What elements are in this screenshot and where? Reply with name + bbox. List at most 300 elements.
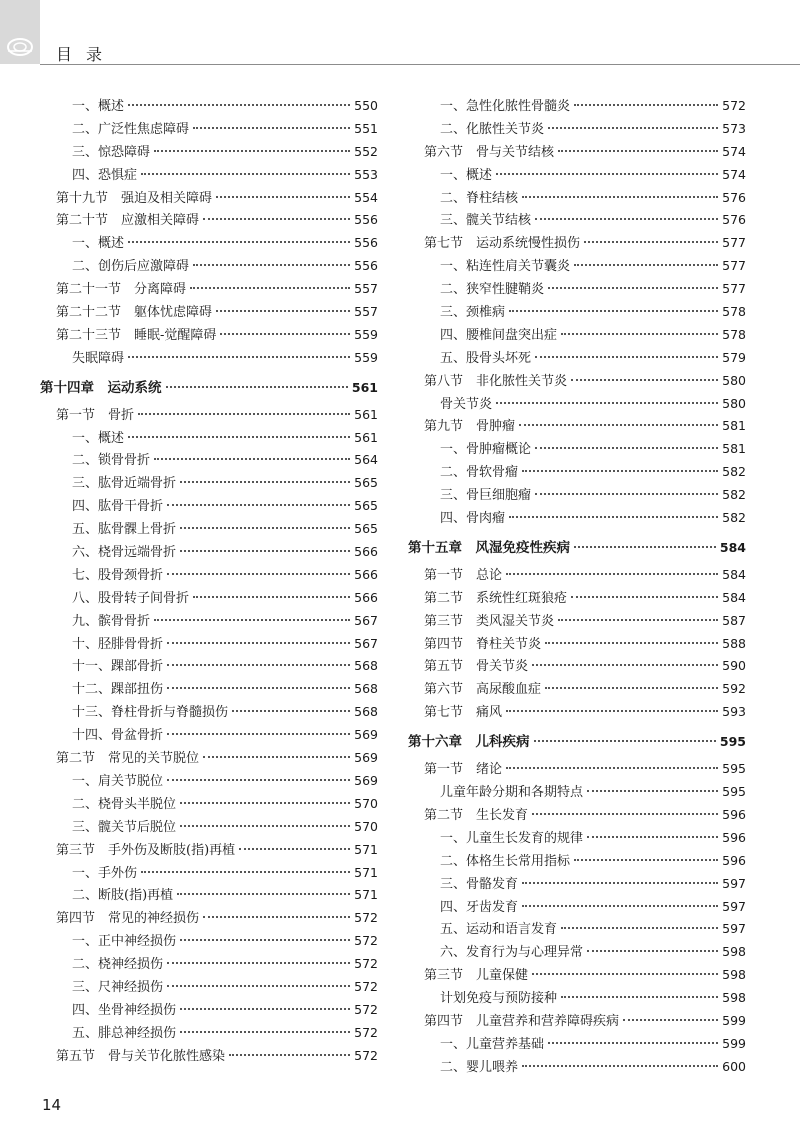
toc-entry-page: 573 [722, 120, 746, 136]
toc-subsection-entry[interactable] [40, 518, 378, 541]
toc-subsection-entry[interactable] [40, 118, 378, 141]
toc-entry-page: 556 [354, 258, 378, 274]
toc-section-entry[interactable] [40, 404, 378, 427]
toc-entry-title: 第三节 儿童保健 [424, 968, 529, 984]
toc-entry-title: 一、骨肿瘤概论 [440, 442, 532, 458]
dot-leader [167, 504, 350, 506]
toc-entry-title: 一、正中神经损伤 [72, 934, 177, 950]
dot-leader [220, 333, 350, 335]
toc-entry-page: 564 [354, 452, 378, 468]
toc-entry-page: 567 [354, 612, 378, 628]
toc-subsection-entry[interactable] [40, 1022, 378, 1045]
toc-entry-title: 第九节 骨肿瘤 [424, 419, 516, 435]
dot-leader [128, 356, 350, 358]
dot-leader [193, 596, 350, 598]
toc-entry-title: 十二、踝部扭伤 [72, 682, 164, 698]
dot-leader [180, 802, 350, 804]
toc-entry-page: 598 [722, 967, 746, 983]
toc-entry-page: 599 [722, 1035, 746, 1051]
toc-entry-page: 570 [354, 818, 378, 834]
toc-entry-title: 一、粘连性肩关节囊炎 [440, 259, 571, 275]
toc-entry-page: 565 [354, 475, 378, 491]
toc-entry-title: 四、腰椎间盘突出症 [440, 327, 558, 343]
toc-entry-title: 一、概述 [72, 430, 125, 446]
dot-leader [574, 859, 718, 861]
toc-section-entry[interactable] [408, 678, 746, 701]
toc-entry-title: 第五节 骨与关节化脓性感染 [56, 1048, 226, 1064]
dot-leader [203, 218, 350, 220]
toc-entry-title: 第十四章 运动系统 [40, 379, 162, 396]
toc-subsection-entry[interactable] [40, 953, 378, 976]
toc-entry-title: 八、股骨转子间骨折 [72, 590, 190, 606]
toc-subsection-entry[interactable] [40, 255, 378, 278]
dot-leader [216, 196, 350, 198]
toc-subsection-entry[interactable] [40, 930, 378, 953]
dot-leader [561, 333, 718, 335]
toc-entry-title: 第一节 骨折 [56, 407, 135, 423]
toc-section-entry[interactable] [408, 415, 746, 438]
toc-entry-page: 597 [722, 898, 746, 914]
dot-leader [532, 664, 718, 666]
toc-subsection-entry[interactable] [408, 507, 746, 530]
toc-entry-page: 598 [722, 944, 746, 960]
dot-leader [216, 310, 350, 312]
toc-subsection-entry[interactable] [408, 209, 746, 232]
dot-leader [535, 447, 718, 449]
toc-entry-title: 第二节 系统性红斑狼疮 [424, 590, 568, 606]
dot-leader [548, 287, 718, 289]
toc-entry-page: 569 [354, 772, 378, 788]
dot-leader [532, 973, 718, 975]
toc-subsection-entry[interactable] [40, 862, 378, 885]
toc-subsection-entry[interactable] [408, 461, 746, 484]
page-number: 14 [42, 1096, 62, 1114]
dot-leader [558, 150, 718, 152]
dot-leader [232, 710, 350, 712]
toc-section-entry[interactable] [408, 1010, 746, 1033]
dot-leader [522, 905, 718, 907]
header-divider [40, 64, 800, 65]
toc-entry-title: 三、颈椎病 [440, 305, 506, 321]
toc-entry-page: 571 [354, 887, 378, 903]
toc-entry-page: 576 [722, 189, 746, 205]
toc-subsection-entry[interactable] [40, 655, 378, 678]
toc-section-entry[interactable] [408, 804, 746, 827]
toc-entry-title: 第四节 儿童营养和营养障碍疾病 [424, 1013, 620, 1029]
toc-entry-title: 第十九节 强迫及相关障碍 [56, 190, 213, 206]
toc-entry-page: 552 [354, 143, 378, 159]
toc-entry-page: 556 [354, 212, 378, 228]
toc-entry-page: 572 [354, 1024, 378, 1040]
toc-entry-page: 574 [722, 143, 746, 159]
dot-leader [534, 740, 716, 742]
toc-entry-title: 第十五章 风湿免疫性疾病 [408, 539, 570, 556]
toc-entry-title: 二、脊柱结核 [440, 190, 519, 206]
toc-entry-title: 一、肩关节脱位 [72, 773, 164, 789]
dot-leader [522, 196, 718, 198]
toc-subsection-entry[interactable] [40, 976, 378, 999]
toc-chapter-entry[interactable] [408, 728, 746, 755]
toc-entry-title: 三、肱骨近端骨折 [72, 476, 177, 492]
toc-entry-page: 561 [354, 406, 378, 422]
toc-entry-title: 儿童年龄分期和各期特点 [440, 785, 584, 801]
toc-entry-title: 一、概述 [72, 99, 125, 114]
toc-entry-page: 565 [354, 521, 378, 537]
dot-leader [167, 642, 350, 644]
toc-chapter-entry[interactable] [40, 374, 378, 401]
dot-leader [561, 996, 718, 998]
toc-entry-page: 569 [354, 750, 378, 766]
toc-entry-page: 559 [354, 349, 378, 365]
dot-leader [496, 402, 718, 404]
toc-entry-page: 568 [354, 658, 378, 674]
toc-subsection-entry[interactable] [408, 918, 746, 941]
toc-entry-title: 第三节 手外伤及断肢(指)再植 [56, 842, 236, 858]
toc-subsection-entry[interactable] [408, 438, 746, 461]
toc-entry-page: 578 [722, 304, 746, 320]
dot-leader [574, 546, 716, 548]
toc-subsection-entry[interactable] [408, 278, 746, 301]
toc-entry-page: 574 [722, 166, 746, 182]
toc-entry-page: 567 [354, 635, 378, 651]
toc-entry-title: 十一、踝部骨折 [72, 659, 164, 675]
toc-entry-title: 三、髋关节后脱位 [72, 819, 177, 835]
toc-entry-title: 十四、骨盆骨折 [72, 728, 164, 744]
dot-leader [587, 836, 718, 838]
toc-right-column [408, 95, 746, 1079]
page-title: 目录 [56, 45, 117, 64]
toc-subsection-entry[interactable] [40, 541, 378, 564]
toc-entry-page: 572 [354, 978, 378, 994]
toc-subsection-entry[interactable] [40, 495, 378, 518]
toc-section-entry[interactable] [408, 587, 746, 610]
dot-leader [180, 527, 350, 529]
toc-entry-page: 568 [354, 681, 378, 697]
toc-section-entry[interactable] [408, 564, 746, 587]
dot-leader [128, 104, 350, 106]
toc-entry-title: 第二十二节 躯体忧虑障碍 [56, 305, 213, 321]
toc-subsection-entry[interactable] [408, 393, 746, 416]
toc-entry-title: 一、概述 [440, 167, 493, 183]
toc-section-entry[interactable] [40, 907, 378, 930]
toc-entry-page: 566 [354, 544, 378, 560]
toc-entry-page: 572 [354, 933, 378, 949]
toc-subsection-entry[interactable] [40, 232, 378, 255]
toc-entry-title: 十、胫腓骨骨折 [72, 636, 164, 652]
toc-entry-page: 556 [354, 235, 378, 251]
toc-entry-title: 三、髋关节结核 [440, 213, 532, 229]
dot-leader [128, 436, 350, 438]
toc-subsection-entry[interactable] [40, 141, 378, 164]
toc-subsection-entry[interactable] [408, 873, 746, 896]
toc-entry-page: 582 [722, 510, 746, 526]
toc-entry-page: 587 [722, 612, 746, 628]
toc-entry-page: 597 [722, 875, 746, 891]
toc-entry-page: 559 [354, 326, 378, 342]
toc-subsection-entry[interactable] [40, 427, 378, 450]
dot-leader [239, 848, 350, 850]
dot-leader [587, 790, 718, 792]
toc-entry-page: 584 [722, 589, 746, 605]
toc-entry-page: 576 [722, 212, 746, 228]
dot-leader [509, 516, 718, 518]
toc-entry-title: 二、断肢(指)再植 [72, 888, 174, 904]
toc-section-entry[interactable] [408, 655, 746, 678]
toc-subsection-entry[interactable] [408, 896, 746, 919]
toc-subsection-entry[interactable] [408, 347, 746, 370]
toc-entry-page: 569 [354, 727, 378, 743]
dot-leader [154, 619, 350, 621]
toc-entry-title: 六、发育行为与心理异常 [440, 945, 584, 961]
dot-leader [623, 1019, 718, 1021]
toc-entry-title: 第五节 骨关节炎 [424, 659, 529, 675]
toc-subsection-entry[interactable] [408, 255, 746, 278]
toc-subsection-entry[interactable] [408, 324, 746, 347]
toc-section-entry[interactable] [40, 187, 378, 210]
toc-subsection-entry[interactable] [40, 793, 378, 816]
toc-entry-page: 581 [722, 418, 746, 434]
dot-leader [522, 1065, 718, 1067]
dot-leader [532, 813, 718, 815]
toc-subsection-entry[interactable] [408, 1033, 746, 1056]
toc-subsection-entry[interactable] [40, 449, 378, 472]
toc-entry-page: 588 [722, 635, 746, 651]
toc-entry-title: 五、肱骨髁上骨折 [72, 522, 177, 538]
toc-subsection-entry[interactable] [40, 347, 378, 370]
toc-entry-title: 三、骨骼发育 [440, 876, 519, 892]
toc-entry-page: 584 [722, 566, 746, 582]
toc-subsection-entry[interactable] [408, 164, 746, 187]
toc-entry-page: 551 [354, 120, 378, 136]
toc-section-entry[interactable] [40, 1045, 378, 1068]
toc-entry-title: 二、体格生长常用指标 [440, 853, 571, 869]
toc-entry-page: 550 [354, 98, 378, 113]
toc-entry-page: 554 [354, 189, 378, 205]
toc-entry-page: 572 [354, 956, 378, 972]
toc-entry-title: 四、骨肉瘤 [440, 511, 506, 527]
toc-subsection-entry[interactable] [40, 587, 378, 610]
dot-leader [180, 481, 350, 483]
dot-leader [154, 150, 350, 152]
toc-subsection-entry[interactable] [40, 724, 378, 747]
toc-entry-page: 596 [722, 829, 746, 845]
toc-entry-page: 595 [719, 734, 746, 750]
toc-entry-page: 553 [354, 166, 378, 182]
toc-subsection-entry[interactable] [40, 678, 378, 701]
toc-subsection-entry[interactable] [408, 1056, 746, 1079]
toc-entry-title: 第七节 运动系统慢性损伤 [424, 236, 581, 252]
toc-section-entry[interactable] [408, 141, 746, 164]
dot-leader [519, 424, 718, 426]
dot-leader [141, 871, 350, 873]
toc-entry-page: 593 [722, 704, 746, 720]
toc-entry-title: 二、锁骨骨折 [72, 453, 151, 469]
toc-entry-title: 二、骨软骨瘤 [440, 465, 519, 481]
toc-entry-page: 568 [354, 704, 378, 720]
toc-section-entry[interactable] [40, 324, 378, 347]
dot-leader [193, 264, 350, 266]
dot-leader [167, 573, 350, 575]
toc-entry-page: 595 [722, 761, 746, 777]
toc-section-entry[interactable] [408, 610, 746, 633]
toc-subsection-entry[interactable] [408, 781, 746, 804]
toc-entry-page: 595 [722, 784, 746, 800]
dot-leader [587, 950, 718, 952]
toc-entry-page: 572 [722, 98, 746, 113]
toc-subsection-entry[interactable] [408, 484, 746, 507]
toc-section-entry[interactable] [40, 839, 378, 862]
toc-entry-title: 九、髌骨骨折 [72, 613, 151, 629]
toc-entry-page: 577 [722, 281, 746, 297]
toc-entry-title: 二、广泛性焦虑障碍 [72, 121, 190, 137]
toc-subsection-entry[interactable] [408, 301, 746, 324]
toc-entry-title: 第二节 生长发育 [424, 807, 529, 823]
toc-subsection-entry[interactable] [40, 610, 378, 633]
toc-entry-title: 第三节 类风湿关节炎 [424, 613, 555, 629]
toc-entry-title: 十三、脊柱骨折与脊髓损伤 [72, 705, 229, 721]
toc-entry-title: 第八节 非化脓性关节炎 [424, 373, 568, 389]
dot-leader [506, 767, 718, 769]
dot-leader [584, 241, 718, 243]
toc-entry-page: 565 [354, 498, 378, 514]
toc-entry-title: 第六节 高尿酸血症 [424, 682, 542, 698]
dot-leader [574, 104, 718, 106]
toc-entry-page: 571 [354, 841, 378, 857]
dot-leader [167, 985, 350, 987]
toc-entry-title: 骨关节炎 [440, 396, 493, 412]
toc-section-entry[interactable] [408, 964, 746, 987]
toc-entry-page: 572 [354, 1001, 378, 1017]
toc-section-entry[interactable] [408, 758, 746, 781]
toc-section-entry[interactable] [40, 301, 378, 324]
toc-section-entry[interactable] [40, 747, 378, 770]
toc-subsection-entry[interactable] [40, 999, 378, 1022]
dot-leader [193, 127, 350, 129]
toc-entry-page: 590 [722, 658, 746, 674]
dot-leader [561, 927, 718, 929]
dot-leader [571, 596, 718, 598]
dot-leader [509, 310, 718, 312]
toc-subsection-entry[interactable] [40, 95, 378, 118]
toc-section-entry[interactable] [40, 209, 378, 232]
toc-entry-title: 一、手外伤 [72, 865, 138, 881]
toc-subsection-entry[interactable] [408, 850, 746, 873]
dot-leader [522, 882, 718, 884]
toc-entry-page: 599 [722, 1012, 746, 1028]
toc-subsection-entry[interactable] [408, 187, 746, 210]
toc-section-entry[interactable] [408, 633, 746, 656]
toc-section-entry[interactable] [408, 370, 746, 393]
dot-leader [574, 264, 718, 266]
toc-entry-page: 580 [722, 372, 746, 388]
toc-entry-page: 584 [719, 539, 746, 555]
toc-entry-title: 四、肱骨干骨折 [72, 499, 164, 515]
book-logo-icon [6, 36, 34, 58]
toc-entry-title: 第二十三节 睡眠-觉醒障碍 [56, 327, 217, 343]
toc-entry-page: 580 [722, 395, 746, 411]
toc-subsection-entry[interactable] [408, 827, 746, 850]
toc-subsection-entry[interactable] [40, 884, 378, 907]
toc-entry-page: 557 [354, 304, 378, 320]
toc-entry-title: 三、骨巨细胞瘤 [440, 488, 532, 504]
toc-entry-title: 四、坐骨神经损伤 [72, 1002, 177, 1018]
toc-entry-page: 596 [722, 852, 746, 868]
toc-entry-page: 592 [722, 681, 746, 697]
toc-subsection-entry[interactable] [408, 987, 746, 1010]
toc-entry-title: 第一节 总论 [424, 567, 503, 583]
toc-entry-page: 572 [354, 1047, 378, 1063]
toc-subsection-entry[interactable] [408, 118, 746, 141]
toc-entry-page: 561 [354, 429, 378, 445]
dot-leader [180, 550, 350, 552]
dot-leader [545, 642, 718, 644]
toc-entry-title: 一、概述 [72, 236, 125, 252]
toc-section-entry[interactable] [408, 232, 746, 255]
toc-entry-title: 二、创伤后应激障碍 [72, 259, 190, 275]
dot-leader [190, 287, 350, 289]
dot-leader [128, 241, 350, 243]
dot-leader [167, 962, 350, 964]
toc-entry-page: 578 [722, 326, 746, 342]
toc-chapter-entry[interactable] [408, 534, 746, 561]
toc-entry-page: 596 [722, 806, 746, 822]
dot-leader [229, 1054, 350, 1056]
toc-subsection-entry[interactable] [408, 941, 746, 964]
toc-subsection-entry[interactable] [40, 816, 378, 839]
toc-entry-title: 五、腓总神经损伤 [72, 1025, 177, 1041]
toc-entry-page: 566 [354, 566, 378, 582]
toc-entry-page: 557 [354, 281, 378, 297]
dot-leader [180, 825, 350, 827]
toc-entry-page: 598 [722, 990, 746, 1006]
toc-entry-title: 二、狭窄性腱鞘炎 [440, 282, 545, 298]
toc-subsection-entry[interactable] [40, 472, 378, 495]
toc-entry-title: 第二十一节 分离障碍 [56, 282, 187, 298]
dot-leader [203, 916, 350, 918]
toc-subsection-entry[interactable] [40, 633, 378, 656]
toc-entry-title: 二、桡骨头半脱位 [72, 796, 177, 812]
toc-entry-title: 二、桡神经损伤 [72, 957, 164, 973]
toc-entry-page: 577 [722, 235, 746, 251]
toc-entry-title: 第四节 常见的神经损伤 [56, 911, 200, 927]
toc-entry-title: 一、儿童生长发育的规律 [440, 830, 584, 846]
toc-entry-title: 第六节 骨与关节结核 [424, 144, 555, 160]
toc-entry-title: 失眠障碍 [72, 350, 125, 366]
toc-subsection-entry[interactable] [40, 164, 378, 187]
dot-leader [180, 1008, 350, 1010]
dot-leader [203, 756, 350, 758]
dot-leader [571, 379, 718, 381]
toc-entry-title: 计划免疫与预防接种 [440, 991, 558, 1007]
toc-entry-title: 五、运动和语言发育 [440, 922, 558, 938]
toc-subsection-entry[interactable] [408, 95, 746, 118]
toc-subsection-entry[interactable] [40, 770, 378, 793]
toc-subsection-entry[interactable] [40, 564, 378, 587]
dot-leader [167, 687, 350, 689]
toc-subsection-entry[interactable] [40, 701, 378, 724]
toc-section-entry[interactable] [408, 701, 746, 724]
toc-entry-page: 566 [354, 589, 378, 605]
toc-section-entry[interactable] [40, 278, 378, 301]
toc-entry-page: 571 [354, 864, 378, 880]
toc-entry-title: 二、婴儿喂养 [440, 1059, 519, 1075]
dot-leader [167, 664, 350, 666]
toc-entry-page: 600 [722, 1058, 746, 1074]
dot-leader [548, 127, 718, 129]
dot-leader [180, 1031, 350, 1033]
toc-entry-page: 577 [722, 258, 746, 274]
toc-entry-page: 572 [354, 910, 378, 926]
